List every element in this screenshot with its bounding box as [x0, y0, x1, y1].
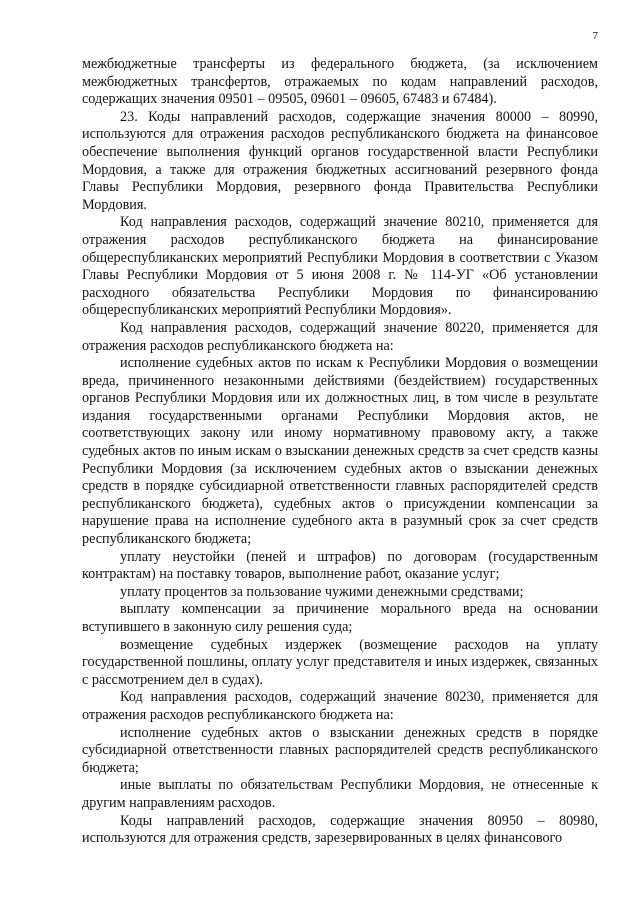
- paragraph-court-costs: возмещение судебных издержек (возмещение расходов на уплату государственной пошлины, оплату услуг представителя и иных издержек, связанных с рассмотрением дел в судах).: [82, 636, 598, 688]
- paragraph-subsidiary-liability: исполнение судебных актов о взыскании денежных средств в порядке субсидиарной ответственности главных распорядителей средств республиканского бюджета;: [82, 724, 598, 776]
- paragraph-penalties: уплату неустойки (пеней и штрафов) по договорам (государственным контрактам) на поставку товаров, выполнение работ, оказание услуг;: [82, 548, 598, 583]
- paragraph-other-payments: иные выплаты по обязательствам Республики Мордовия, не отнесенные к другим направлениям расходов.: [82, 777, 598, 811]
- paragraph-item-23: 23. Коды направлений расходов, содержащие значения 80000 – 80990, используются для отражения расходов республиканского бюджета на финансовое обеспечение выполнения функций органов государственной власти Республики Мордовия, а также для отражения бюджетных ассигнований резервного фонда Главы Республики Мордовия, резервного фонда Правительства Республики Мордовия.: [82, 108, 598, 213]
- paragraph-code-80210: Код направления расходов, содержащий значение 80210, применяется для отражения расходов республиканского бюджета на финансирование общереспубликанских мероприятий Республики Мордовия в соответствии с Указом Главы Республики Мордовия от 5 июня 2008 г. № 114-УГ «Об установлении расходного обязательства Республики Мордовия по финансированию общереспубликанских мероприятий Республики Мордовия».: [82, 214, 598, 319]
- paragraph-interest: уплату процентов за пользование чужими денежными средствами;: [120, 583, 524, 600]
- document-body: [82, 56, 598, 848]
- paragraph-code-80230-intro: Код направления расходов, содержащий значение 80230, применяется для отражения расходов республиканского бюджета на:: [82, 689, 598, 723]
- page-number: 7: [592, 30, 598, 42]
- paragraph-codes-80950-80980: Коды направлений расходов, содержащие значения 80950 – 80980, используются для отражения средств, зарезервированных в целях финансового: [82, 812, 598, 847]
- paragraph-code-80220-intro: Код направления расходов, содержащий значение 80220, применяется для отражения расходов республиканского бюджета на:: [82, 319, 598, 354]
- paragraph-continuation: межбюджетные трансферты из федерального бюджета, (за исключением межбюджетных трансфертов, отражаемых по кодам направлений расходов, содержащих значения 09501 – 09505, 09601 – 09605, 67483 и 67484).: [82, 56, 598, 108]
- paragraph-court-acts: исполнение судебных актов по искам к Республики Мордовия о возмещении вреда, причиненного незаконными действиями (бездействием) государственных органов Республики Мордовия или их должностных лиц, в том числе в результате издания государственными органами Республики Мордовия актов, не соответствующих закону или иному нормативному правовому акту, а также судебных актов по иным искам о взыскании денежных средств за счет средств казны Республики Мордовия (за исключением судебных актов о взыскании денежных средств в порядке субсидиарной ответственности главных распорядителей средств республиканского бюджета), судебных актов о присуждении компенсации за нарушение права на исполнение судебного акта в разумный срок за счет средств республиканского бюджета;: [82, 355, 598, 548]
- paragraph-moral-damage: выплату компенсации за причинение морального вреда на основании вступившего в законную силу решения суда;: [82, 601, 598, 635]
